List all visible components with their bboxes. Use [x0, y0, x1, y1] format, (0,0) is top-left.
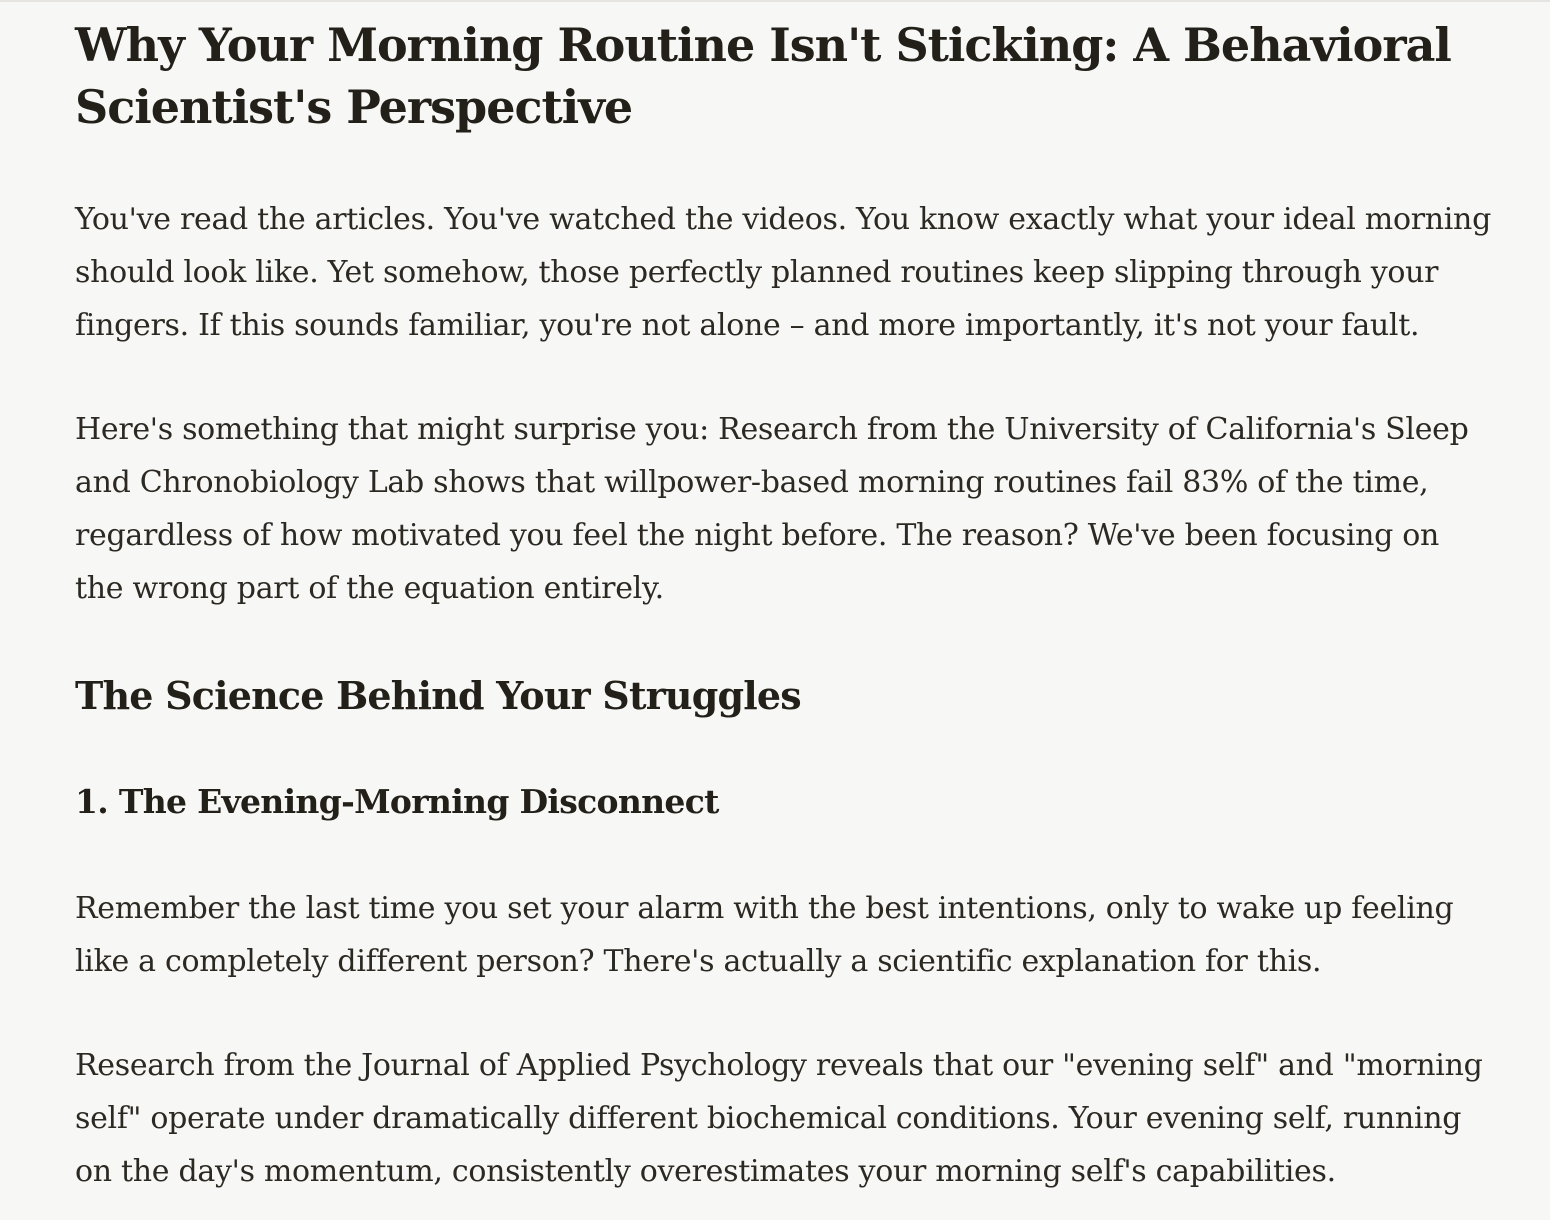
body-paragraph: Remember the last time you set your alarm with the best intentions, only to wake up feeling like a completely different person? There's actually a scientific explanation for this.: [75, 891, 1454, 979]
article-body: [75, 14, 1495, 1198]
section-heading: The Science Behind Your Struggles: [75, 673, 801, 718]
subsection-heading: 1. The Evening-Morning Disconnect: [75, 782, 719, 821]
top-divider: [0, 0, 1550, 2]
intro-paragraph: Here's something that might surprise you: Research from the University of California's Sleep and Chronobiology Lab shows that willpower-based morning routines fail 83% of the time, regardless of how motivated you feel the night before. The reason? We've been focusing on the wrong part of the equation entirely.: [75, 412, 1469, 606]
intro-paragraph: You've read the articles. You've watched the videos. You know exactly what your ideal morning should look like. Yet somehow, those perfectly planned routines keep slipping through your fingers. If this sounds familiar, you're not alone – and more importantly, it's not your fault.: [75, 202, 1491, 343]
article-title: Why Your Morning Routine Isn't Sticking: A Behavioral Scientist's Perspective: [75, 18, 1451, 134]
body-paragraph: Research from the Journal of Applied Psychology reveals that our "evening self" and "morning self" operate under dramatically different biochemical conditions. Your evening self, running on the day's momentum, consistently overestimates your morning self's capabilities.: [75, 1048, 1483, 1189]
